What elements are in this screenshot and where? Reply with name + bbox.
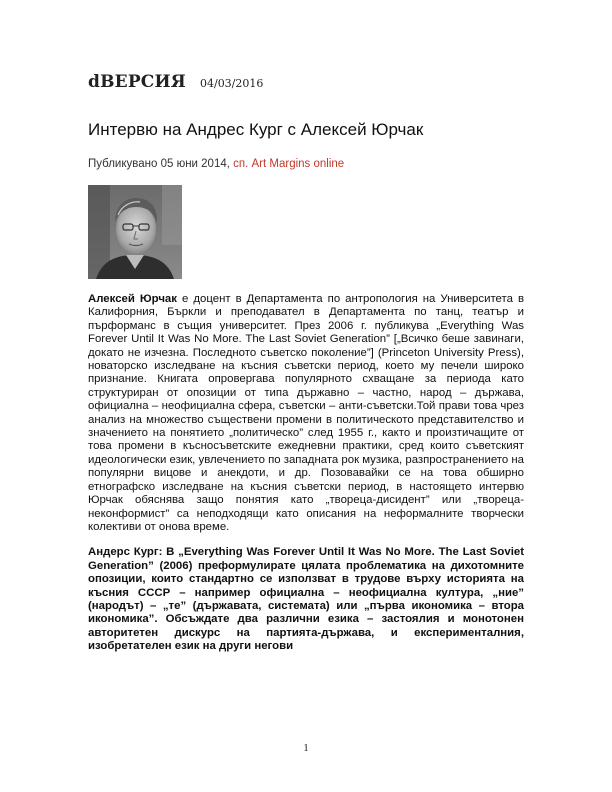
published-prefix: Публикувано 05 юни 2014, <box>88 158 234 170</box>
page-number: 1 <box>303 742 309 754</box>
interview-question <box>88 546 524 653</box>
intro-text: е доцент в Департамента по антропология на Университета в Калифорния, Бъркли и преподавател в Департамента по танц, театър и пърформанс в същия университет. През 2006 г. публикува „Everything Was Forever Until It Was No More. The Last Soviet Generation” [„Всичко беше завинаги, докато не изчезна. Последното съветско поколение”] (Princeton University Press), новаторско изследване на късния съветски период, което му печели широко признание. Книгата опровергава популярното схващане за периода като структуриран от опозиции от типа държавно – частно, народ – държава, официална – неофициална сфера, съветски – анти-съветски.Той прави това чрез анализ на множество съществени промени в политическото представителство и значението на понятието „политическо” след 1955 г., както и произтичащите от това промени в късносъветските ежедневни практики, сред които съветският идеологически език, увлечението по западната рок музика, разпространението на популярни вицове и анекдоти, и др. Позовавайки се на това обширно етнографско изследване на късния съветски период, в настоящето интервю Юрчак обяснява защо понятия като „твореца-дисидент” или „твореца-неконформист” са неподходящи като описания на неформалните творчески колективи от онова време. <box>88 293 524 533</box>
source-link[interactable]: сп. Art Margins online <box>233 158 345 170</box>
intro-name: Алексей Юрчак <box>88 293 177 305</box>
publication-logo: dВЕРСИЯ <box>88 72 186 92</box>
intro-paragraph <box>88 293 524 534</box>
author-photo <box>88 185 182 279</box>
publication-line <box>88 158 344 170</box>
portrait-image <box>88 185 182 279</box>
masthead <box>88 72 263 92</box>
question-text: Андерс Кург: В „Everything Was Forever Until It Was No More. The Last Soviet Generation” (2006) преформулирате цялата проблематика на дихотомните опозиции, които стандартно се използват в трудове върху историята на късния СССР – например официална – неофициална култура, „ние” (народът) – „те” (държавата, системата) или „първа икономика – втора икономика”. Обсъждате два различни езика – застоялия и монотонен авторитетен дискурс на партията-държава, и експерименталния, изобретателен език на други негови <box>88 546 524 653</box>
issue-date: 04/03/2016 <box>199 77 264 90</box>
article-title: Интервю на Андрес Кург с Алексей Юрчак <box>88 120 424 139</box>
article-body <box>88 293 524 654</box>
